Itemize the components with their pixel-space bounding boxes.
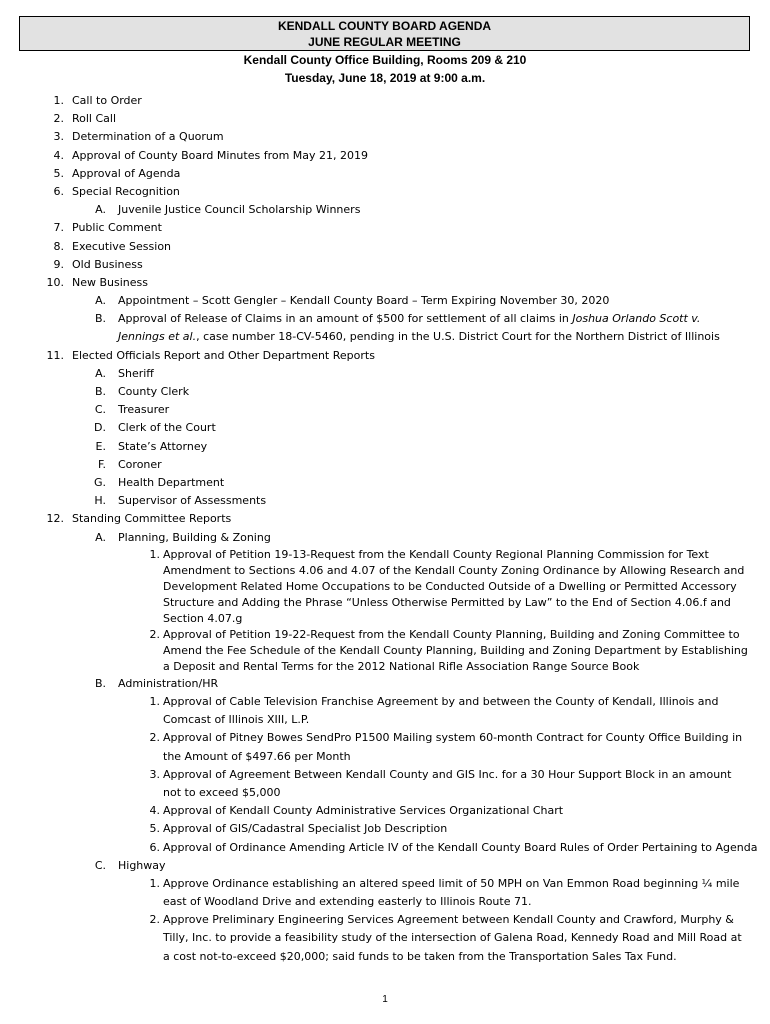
agenda-subitem: C. Highway: [94, 858, 166, 872]
agenda-item: 2. Roll Call: [53, 112, 117, 126]
agenda-subitem: G. Health Department: [93, 475, 225, 489]
agenda-list: [0, 92, 770, 966]
agenda-subitem: A. Juvenile Justice Council Scholarship Winners: [95, 203, 361, 217]
agenda-item: 4. Approval of County Board Minutes from May 21, 2019: [53, 148, 369, 162]
agenda-title: KENDALL COUNTY BOARD AGENDA: [277, 19, 492, 33]
case-name: Joshua Orlando Scott v. Jennings et al.: [118, 312, 701, 344]
agenda-title-box: [19, 16, 750, 51]
agenda-subitem: B. County Clerk: [94, 385, 190, 399]
agenda-subsubitem: 1. Approve Ordinance establishing an altered speed limit of 50 MPH on Van Emmon Road beginning ¼ mile east of Woodland Drive and extending easterly to Illinois Route 71.: [149, 876, 740, 909]
agenda-item: 7. Public Comment: [53, 221, 162, 235]
agenda-item: 3. Determination of a Quorum: [53, 130, 224, 144]
agenda-subitem: F. Coroner: [97, 457, 162, 471]
agenda-subitem: B. Approval of Release of Claims in an amount of $500 for settlement of all claims in Joshua Orlando Scott v. Jennings et al., case number 18-CV-5460, pending in the U.S. District Court for the Northern District of Illinois: [94, 312, 720, 344]
agenda-item: 6. Special Recognition: [53, 184, 180, 198]
agenda-subitem: D. Clerk of the Court: [94, 421, 216, 435]
agenda-subsubitem: 2. Approval of Pitney Bowes SendPro P1500 Mailing system 60-month Contract for County Office Building in the Amount of $497.66 per Month: [149, 731, 743, 763]
agenda-item: 10. New Business: [46, 275, 148, 289]
agenda-subitem: A. Sheriff: [95, 366, 154, 380]
agenda-subsubitem: 3. Approval of Agreement Between Kendall County and GIS Inc. for a 30 Hour Support Block in an amount not to exceed $5,000: [149, 767, 732, 799]
meeting-type: JUNE REGULAR MEETING: [308, 35, 461, 49]
agenda-subsubitem: 5. Approval of GIS/Cadastral Specialist Job Description: [149, 822, 448, 836]
agenda-subsubitem: 2. Approval of Petition 19-22-Request from the Kendall County Planning, Building and Zoning Committee to Amend the Fee Schedule of the Kendall County Planning, Building and Zoning Department by Establishing a Deposit and Rental Terms for the 2012 National Rifle Association Range Source Book: [149, 627, 748, 673]
agenda-item: 9. Old Business: [53, 257, 143, 271]
agenda-subsubitem: 6. Approval of Ordinance Amending Article IV of the Kendall County Board Rules of Order Pertaining to Agenda: [149, 840, 758, 854]
agenda-subitem: C. Treasurer: [94, 403, 170, 417]
agenda-subitem: B. Administration/HR: [94, 676, 219, 690]
meeting-location: Kendall County Office Building, Rooms 209 & 210: [243, 53, 527, 67]
agenda-subitem: H. Supervisor of Assessments: [94, 494, 267, 508]
agenda-item: 11. Elected Officials Report and Other Department Reports: [46, 348, 375, 362]
agenda-item: 1. Call to Order: [53, 94, 142, 107]
agenda-subsubitem: 4. Approval of Kendall County Administrative Services Organizational Chart: [149, 804, 564, 818]
agenda-subsubitem: 2. Approve Preliminary Engineering Services Agreement between Kendall County and Crawford, Murphy & Tilly, Inc. to provide a feasibility study of the intersection of Galena Road, Kennedy Road and Mill Road at a cost not-to-exceed $20,000; said funds to be taken from the Transportation Sales Tax Fund.: [149, 913, 742, 963]
meeting-datetime: Tuesday, June 18, 2019 at 9:00 a.m.: [284, 71, 486, 85]
page-number: 1: [382, 994, 388, 1005]
agenda-item: 8. Executive Session: [53, 239, 172, 253]
agenda-subsubitem: 1. Approval of Petition 19-13-Request from the Kendall County Regional Planning Commission for Text Amendment to Sections 4.06 and 4.07 of the Kendall County Zoning Ordinance by Allowing Research and Development Related Home Occupations to be Conducted Outside of a Dwelling or Permitted Accessory Structure and Adding the Phrase “Unless Otherwise Permitted by Law” to the End of Section 4.06.f and Section 4.07.g: [149, 547, 745, 625]
agenda-subitem: A. Appointment – Scott Gengler – Kendall County Board – Term Expiring November 30, 2020: [95, 294, 610, 308]
agenda-subitem: E. State’s Attorney: [95, 439, 208, 453]
agenda-item: 12. Standing Committee Reports: [46, 512, 232, 526]
agenda-subsubitem: 1. Approval of Cable Television Franchise Agreement by and between the County of Kendall, Illinois and Comcast of Illinois XIII, L.P.: [149, 694, 719, 727]
agenda-subitem: A. Planning, Building & Zoning: [95, 530, 271, 544]
agenda-item: 5. Approval of Agenda: [53, 166, 181, 180]
